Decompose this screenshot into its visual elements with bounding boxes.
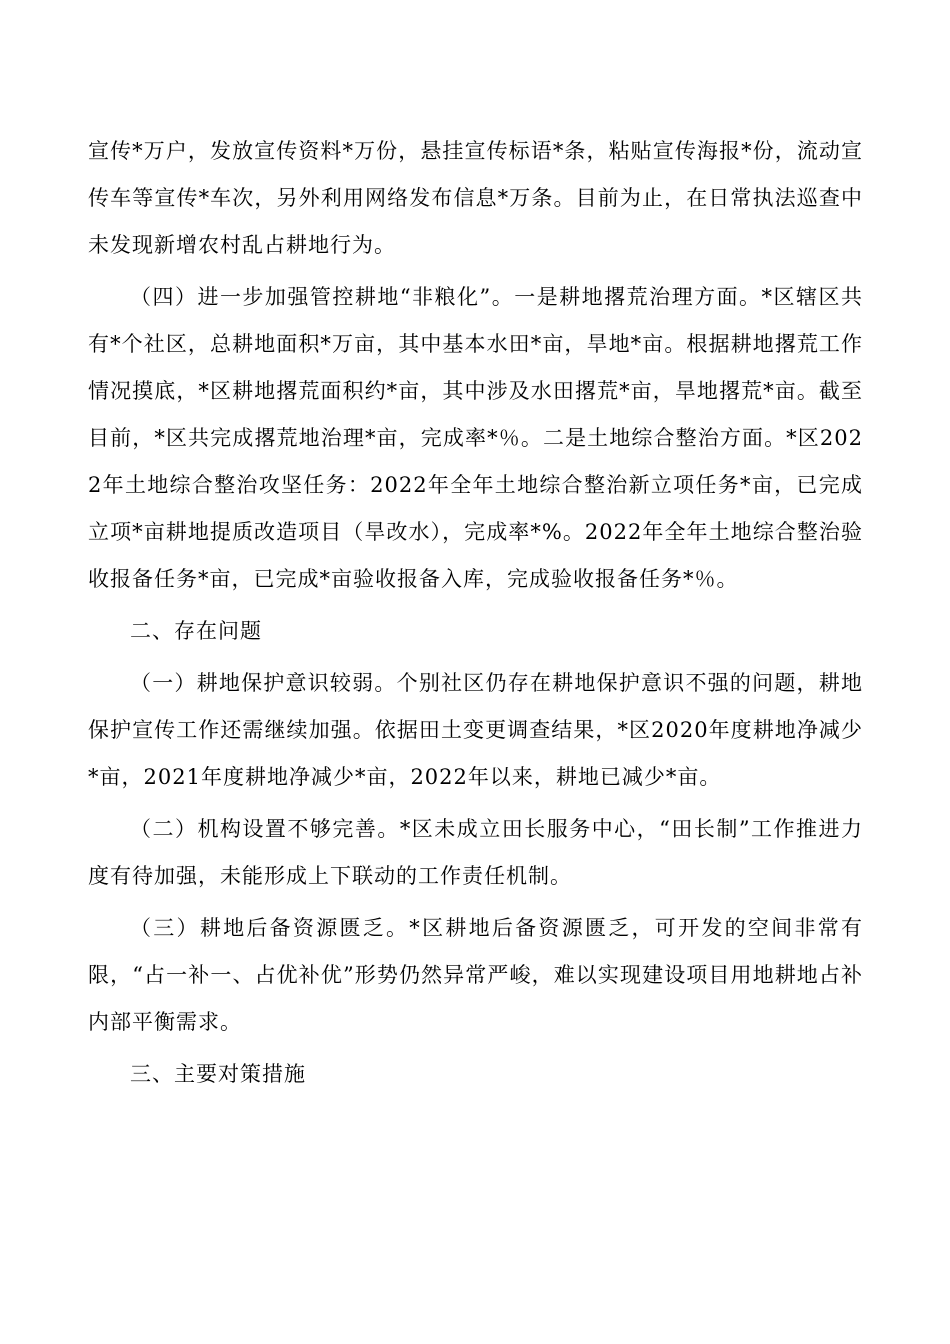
paragraph-non-grain-control: （四）进一步加强管控耕地“非粮化”。一是耕地撂荒治理方面。*区辖区共有*个社区，总耕地面积*万亩，其中基本水田*亩，旱地*亩。根据耕地撂荒工作情况摸底，*区耕地撂荒面积约*亩，其中涉及水田撂荒*亩，旱地撂荒*亩。截至目前，*区共完成撂荒地治理*亩，完成率*％。二是土地综合整治方面。*区2022年土地综合整治攻坚任务：2022年全年土地综合整治新立项任务*亩，已完成立项*亩耕地提质改造项目（旱改水），完成率*%。2022年全年土地综合整治验收报备任务*亩，已完成*亩验收报备入库，完成验收报备任务*％。	[88, 285, 863, 591]
paragraph-problem-organization: （二）机构设置不够完善。*区未成立田长服务中心，“田长制”工作推进力度有待加强，未能形成上下联动的工作责任机制。	[88, 817, 863, 888]
paragraph-problem-awareness: （一）耕地保护意识较弱。个别社区仍存在耕地保护意识不强的问题，耕地保护宣传工作还需继续加强。依据田土变更调查结果，*区2020年度耕地净减少*亩，2021年度耕地净减少*亩，2022年以来，耕地已减少*亩。	[88, 671, 863, 789]
section-heading-countermeasures: 三、主要对策措施	[130, 1062, 306, 1086]
paragraph-publicity-continued: 宣传*万户，发放宣传资料*万份，悬挂宣传标语*条，粘贴宣传海报*份，流动宣传车等宣传*车次，另外利用网络发布信息*万条。目前为止，在日常执法巡查中未发现新增农村乱占耕地行为。	[88, 139, 863, 257]
section-heading-existing-problems: 二、存在问题	[130, 619, 262, 643]
document-page	[88, 128, 863, 1103]
paragraph-problem-reserve: （三）耕地后备资源匮乏。*区耕地后备资源匮乏，可开发的空间非常有限，“占一补一、占优补优”形势仍然异常严峻，难以实现建设项目用地耕地占补内部平衡需求。	[88, 916, 863, 1034]
